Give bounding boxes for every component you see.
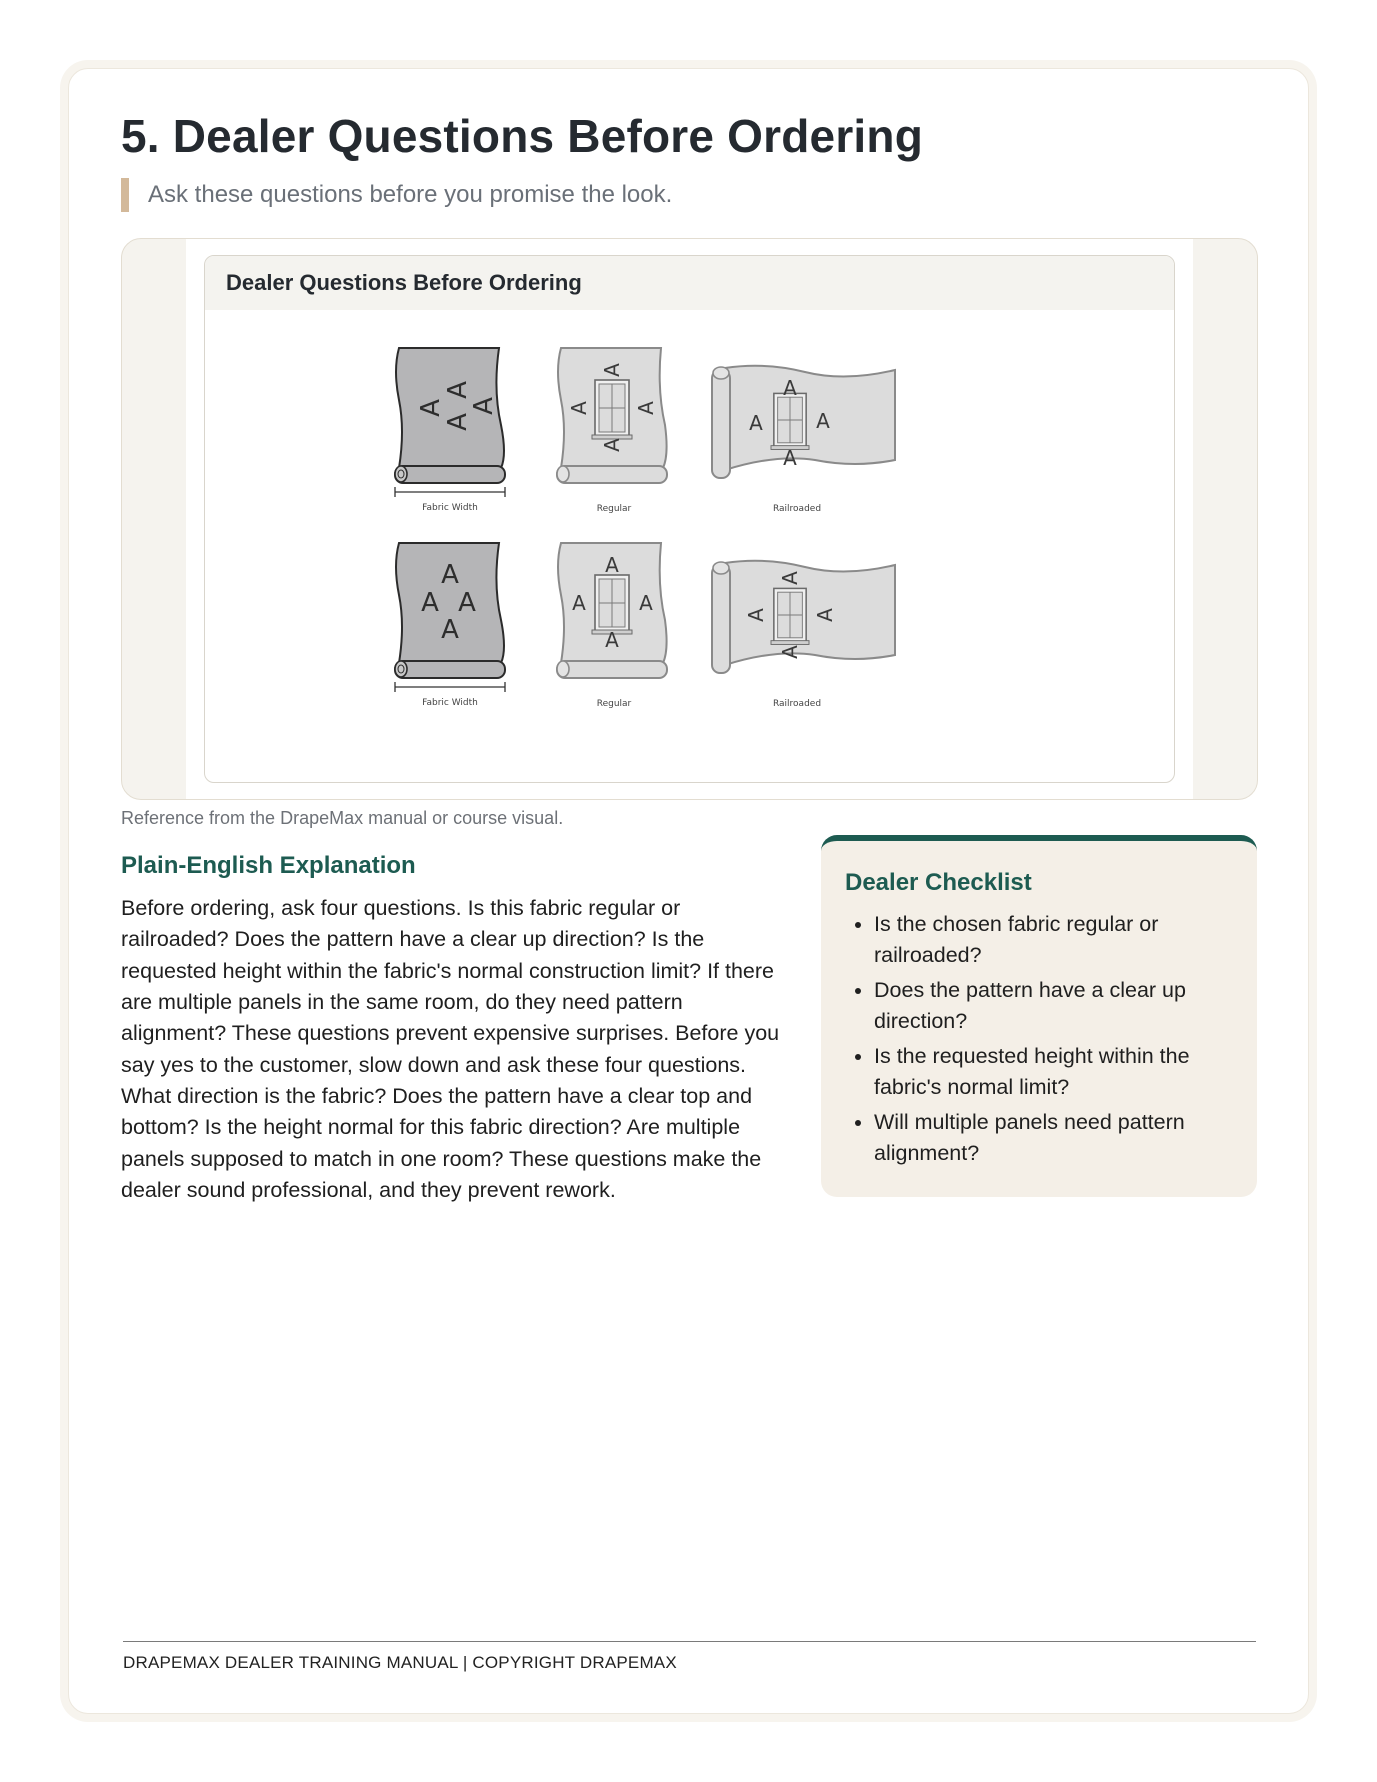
- pattern-letter: A: [421, 588, 439, 619]
- figure-inner: [186, 239, 1193, 799]
- pattern-letter: A: [458, 588, 476, 619]
- footer-divider: [123, 1641, 1256, 1642]
- checklist-item: • Is the requested height within the fabric's normal limit?: [874, 1041, 1233, 1103]
- pattern-letter: A: [572, 591, 586, 616]
- page-sheet: [68, 68, 1309, 1714]
- railroaded-panel-1: [712, 366, 895, 514]
- pattern-letter: A: [605, 628, 619, 653]
- pattern-letter: A: [443, 381, 473, 400]
- pattern-letter: A: [778, 645, 802, 660]
- pattern-letter: A: [813, 608, 837, 623]
- pattern-letter: A: [634, 401, 658, 416]
- figure-card: [204, 255, 1175, 783]
- regular-label: Regular: [596, 504, 632, 515]
- checklist-item: • Does the pattern have a clear up direction?: [874, 975, 1233, 1037]
- figure-caption: Reference from the DrapeMax manual or course visual.: [121, 808, 564, 829]
- fabric-direction-diagram: [205, 310, 1174, 780]
- pattern-letter: A: [749, 411, 763, 436]
- fabric-width-label: Fabric Width: [422, 698, 478, 709]
- fabric-width-label: Fabric Width: [422, 503, 478, 514]
- pattern-letter: A: [744, 608, 768, 623]
- railroaded-panel-2: [712, 561, 895, 709]
- pattern-letter: A: [443, 413, 473, 432]
- dealer-checklist-card: [821, 835, 1257, 1197]
- explanation-section: [121, 851, 781, 1206]
- page-content: [121, 109, 1258, 1206]
- pattern-letter: A: [639, 591, 653, 616]
- checklist-list: [845, 909, 1233, 1169]
- pattern-letter: A: [816, 409, 830, 434]
- pattern-letter: A: [783, 376, 797, 401]
- regular-label: Regular: [596, 699, 632, 710]
- pattern-letter: A: [600, 363, 624, 378]
- figure-frame: [121, 238, 1258, 800]
- dark-roll-2: [395, 543, 505, 708]
- pattern-letter: A: [605, 553, 619, 578]
- pattern-letter: A: [441, 560, 459, 591]
- regular-panel-2: [557, 543, 667, 709]
- page-footer: DRAPEMAX DEALER TRAINING MANUAL | COPYRIGHT DRAPEMAX: [123, 1653, 677, 1672]
- page-title: 5. Dealer Questions Before Ordering: [121, 110, 924, 162]
- pattern-letter: A: [567, 401, 591, 416]
- pattern-letter: A: [783, 446, 797, 471]
- pattern-letter: A: [778, 571, 802, 586]
- pattern-letter: A: [600, 438, 624, 453]
- checklist-title: Dealer Checklist: [845, 869, 1032, 897]
- two-column-section: [121, 851, 1258, 1206]
- railroaded-label: Railroaded: [772, 699, 822, 710]
- figure-title: Dealer Questions Before Ordering: [205, 256, 1174, 310]
- pattern-letter: A: [416, 399, 446, 418]
- regular-panel-1: [557, 348, 667, 514]
- page-subtitle: Ask these questions before you promise the look.: [121, 178, 1258, 212]
- pattern-letter: A: [469, 397, 499, 416]
- checklist-item: • Is the chosen fabric regular or railroaded?: [874, 909, 1233, 971]
- explanation-body: Before ordering, ask four questions. Is this fabric regular or railroaded? Does the pattern have a clear up direction? Is the requested height within the fabric's normal construction limit? If there are multiple panels in the same room, do they need pattern alignment? These questions prevent expensive surprises. Before you say yes to the customer, slow down and ask these four questions. What direction is the fabric? Does the pattern have a clear top and bottom? Is the height normal for this fabric direction? Are multiple panels supposed to match in one room? These questions make the dealer sound professional, and they prevent rework.: [121, 896, 780, 1202]
- pattern-letter: A: [441, 615, 459, 646]
- explanation-heading: Plain-English Explanation: [121, 852, 416, 880]
- railroaded-label: Railroaded: [772, 504, 822, 515]
- dark-roll-1: [395, 348, 505, 513]
- checklist-item: • Will multiple panels need pattern alignment?: [874, 1107, 1233, 1169]
